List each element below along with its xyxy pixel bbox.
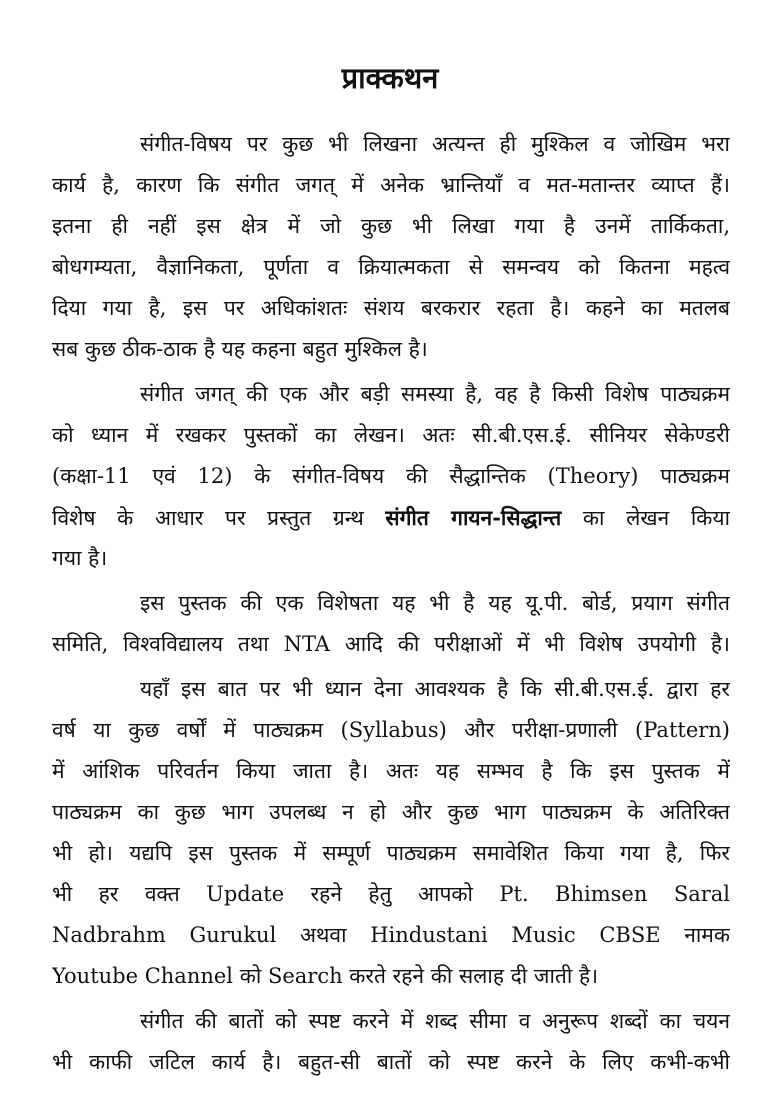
- text-line: [52, 583, 730, 624]
- text-line: [52, 247, 730, 288]
- text-line: [52, 1042, 730, 1083]
- paragraph: [52, 374, 730, 579]
- text-segment: भी हर वक्त Update रहने हेतु आपको Pt. Bhimsen Saral: [52, 882, 730, 906]
- text-segment: Youtube Channel को Search करते रहने की सलाह दी जाती है।: [52, 964, 599, 988]
- text-segment: भी काफी जटिल कार्य है। बहुत-सी बातों को स्पष्ट करने के लिए कभी-कभी: [52, 1050, 730, 1074]
- text-line: [52, 456, 730, 497]
- text-segment: बोधगम्यता, वैज्ञानिकता, पूर्णता व क्रियात्मकता से समन्वय को कितना महत्व: [52, 255, 730, 279]
- text-segment: कार्य है, कारण कि संगीत जगत् में अनेक भ्रान्तियाँ व मत-मतान्तर व्याप्त हैं।: [52, 173, 730, 197]
- text-segment: संगीत-विषय पर कुछ भी लिखना अत्यन्त ही मुश्किल व जोखिम भरा: [140, 132, 730, 156]
- text-line: [52, 792, 730, 833]
- text-segment: इतना ही नहीं इस क्षेत्र में जो कुछ भी लिखा गया है उनमें तार्किकता,: [52, 214, 730, 238]
- text-line: [52, 165, 730, 206]
- text-line: [52, 624, 730, 665]
- text-segment: वर्ष या कुछ वर्षों में पाठ्यक्रम (Syllabus) और परीक्षा-प्रणाली (Pattern): [52, 718, 730, 742]
- text-line: [52, 956, 730, 997]
- text-segment: दिया गया है, इस पर अधिकांशतः संशय बरकरार रहता है। कहने का मतलब: [52, 296, 730, 320]
- text-segment: Nadbrahm Gurukul अथवा Hindustani Music CBSE नामक: [52, 923, 730, 947]
- text-segment: में आंशिक परिवर्तन किया जाता है। अतः यह सम्भव है कि इस पुस्तक में: [52, 759, 730, 783]
- text-segment: पाठ्यक्रम का कुछ भाग उपलब्ध न हो और कुछ भाग पाठ्यक्रम के अतिरिक्त: [52, 800, 730, 824]
- text-segment: का लेखन किया: [561, 506, 730, 530]
- text-line: [52, 329, 730, 370]
- text-segment: भी हो। यद्यपि इस पुस्तक में सम्पूर्ण पाठ्यक्रम समावेशित किया गया है, फिर: [52, 841, 730, 865]
- document-body: [52, 124, 730, 1087]
- paragraph: [52, 669, 730, 997]
- text-line: [52, 538, 730, 579]
- text-line: [52, 874, 730, 915]
- text-line: [52, 288, 730, 329]
- book-title-bold: संगीत गायन-सिद्धान्त: [385, 505, 562, 530]
- text-line: [52, 415, 730, 456]
- text-segment: (कक्षा-11 एवं 12) के संगीत-विषय की सैद्धान्तिक (Theory) पाठ्यक्रम: [52, 464, 730, 488]
- text-line: [52, 669, 730, 710]
- text-line: [52, 915, 730, 956]
- page-title: प्राक्कथन: [341, 61, 439, 95]
- text-segment: गया है।: [52, 546, 108, 570]
- text-segment: को ध्यान में रखकर पुस्तकों का लेखन। अतः सी.बी.एस.ई. सीनियर सेकेण्डरी: [52, 423, 730, 447]
- text-line: [52, 374, 730, 415]
- paragraph: [52, 583, 730, 665]
- text-line: [52, 710, 730, 751]
- text-segment: समिति, विश्वविद्यालय तथा NTA आदि की परीक्षाओं में भी विशेष उपयोगी है।: [52, 632, 730, 656]
- text-line: [52, 833, 730, 874]
- text-line: [52, 1001, 730, 1042]
- text-line: [52, 124, 730, 165]
- text-line: [52, 497, 730, 538]
- text-segment: विशेष के आधार पर प्रस्तुत ग्रन्थ: [52, 506, 386, 530]
- text-segment: सब कुछ ठीक-ठाक है यह कहना बहुत मुश्किल है।: [52, 337, 428, 361]
- text-line: [52, 751, 730, 792]
- text-line: [52, 206, 730, 247]
- text-segment: यहाँ इस बात पर भी ध्यान देना आवश्यक है कि सी.बी.एस.ई. द्वारा हर: [140, 677, 730, 701]
- text-segment: संगीत जगत् की एक और बड़ी समस्या है, वह है किसी विशेष पाठ्यक्रम: [140, 382, 730, 406]
- paragraph: [52, 1001, 730, 1083]
- text-segment: संगीत की बातों को स्पष्ट करने में शब्द सीमा व अनुरूप शब्दों का चयन: [140, 1009, 730, 1033]
- paragraph: [52, 124, 730, 370]
- text-segment: इस पुस्तक की एक विशेषता यह भी है यह यू.पी. बोर्ड, प्रयाग संगीत: [140, 591, 730, 615]
